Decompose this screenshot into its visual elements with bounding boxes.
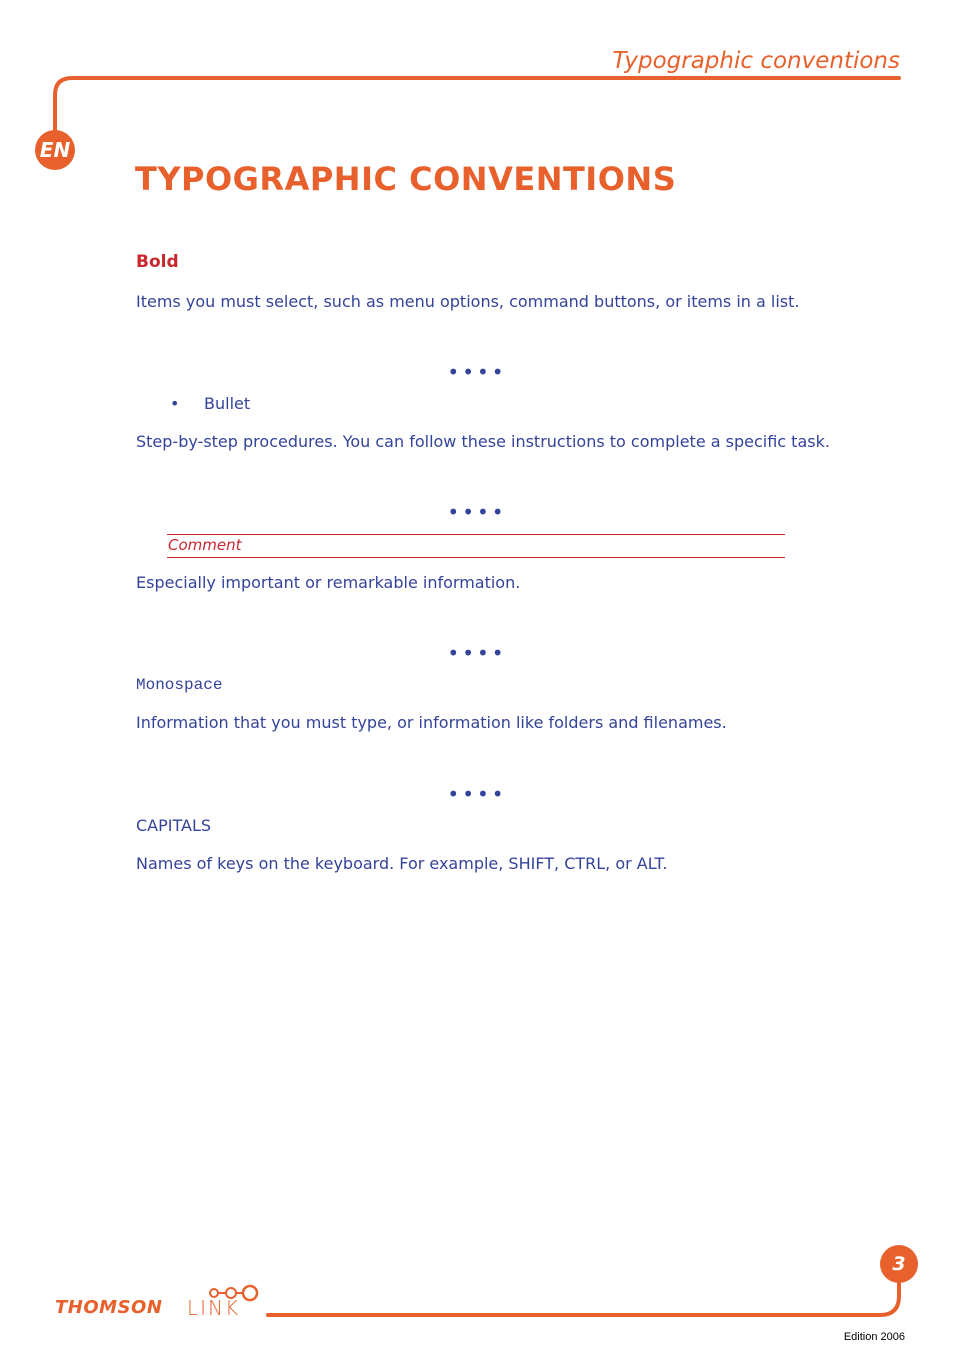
description-capitals: Names of keys on the keyboard. For example, SHIFT, CTRL, or ALT. bbox=[136, 854, 668, 873]
description-bullet: Step-by-step procedures. You can follow these instructions to complete a specific task. bbox=[136, 432, 830, 451]
term-capitals: CAPITALS bbox=[136, 816, 212, 835]
term-monospace: Monospace bbox=[136, 676, 223, 694]
running-header-title: Typographic conventions bbox=[612, 48, 900, 74]
term-comment: Comment bbox=[168, 536, 242, 554]
brand-logo-thomson: THOMSON bbox=[55, 1297, 163, 1318]
separator-dots: •••• bbox=[447, 641, 507, 665]
bullet-icon: • bbox=[170, 394, 180, 413]
description-comment: Especially important or remarkable information. bbox=[136, 573, 521, 592]
description-bold: Items you must select, such as menu options, command buttons, or items in a list. bbox=[136, 292, 800, 311]
comment-box bbox=[167, 534, 785, 558]
separator-dots: •••• bbox=[447, 360, 507, 384]
description-monospace: Information that you must type, or information like folders and filenames. bbox=[136, 713, 727, 732]
brand-logo-link: LINK bbox=[187, 1296, 241, 1320]
separator-dots: •••• bbox=[447, 500, 507, 524]
page-title: TYPOGRAPHIC CONVENTIONS bbox=[135, 160, 677, 198]
separator-dots: •••• bbox=[447, 782, 507, 806]
language-badge: EN bbox=[35, 130, 75, 170]
page-number-badge: 3 bbox=[880, 1245, 918, 1283]
term-bold: Bold bbox=[136, 252, 179, 272]
term-bullet: Bullet bbox=[204, 394, 251, 413]
link-chain-icon bbox=[208, 1284, 262, 1302]
edition-label: Edition 2006 bbox=[843, 1331, 905, 1343]
